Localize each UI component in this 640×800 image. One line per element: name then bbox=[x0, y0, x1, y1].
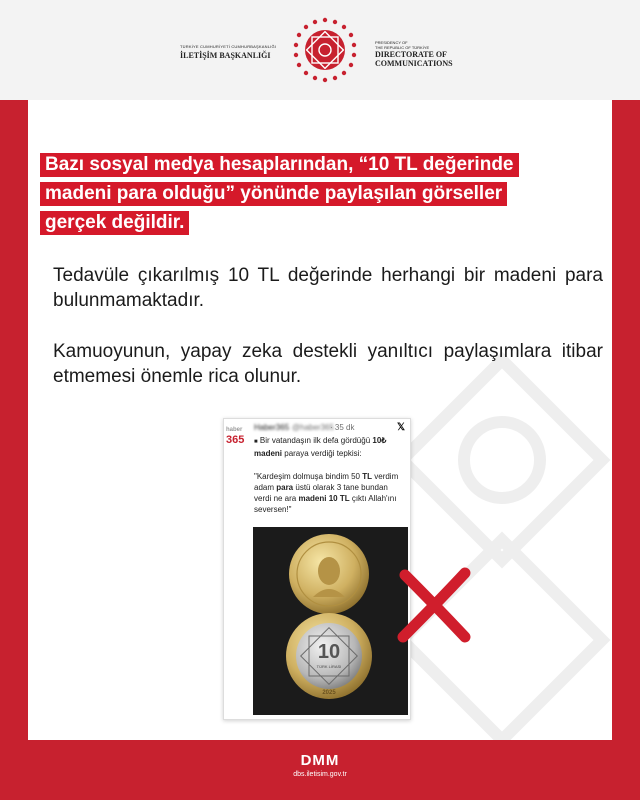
dmm-logo: DMM bbox=[300, 752, 340, 769]
tweet-quote-text: "Kardeşim dolmuşa bindim 50 TL verdim adam para üstü olarak 3 tane bundan verdi ne ara madeni 10 TL çıktı Allah'ını seversen!" bbox=[254, 472, 399, 514]
fake-cross-icon bbox=[393, 565, 475, 645]
coin-unit-label: TÜRK LİRASI bbox=[316, 664, 342, 669]
x-logo-icon: 𝕏 bbox=[397, 422, 406, 433]
tweet-author-handle: @haber365 bbox=[292, 423, 334, 432]
directorate-of-communications-label: PRESIDENCY OF THE REPUBLIC OF TÜRKİYE DIRECTORATE OF COMMUNICATIONS bbox=[375, 40, 453, 68]
coin-value-label: 10 bbox=[317, 641, 341, 663]
footer-url-link[interactable]: dbs.iletisim.gov.tr bbox=[293, 771, 347, 778]
tweet-author-name: Haber365 bbox=[254, 423, 290, 432]
content-panel bbox=[28, 100, 612, 740]
avatar: haber 365 bbox=[226, 427, 245, 446]
iletisim-baskanligi-label: TÜRKİYE CUMHURİYETİ CUMHURBAŞKANLIĞI İLETİŞİM BAŞKANLIĞI bbox=[180, 44, 277, 60]
headline: Bazı sosyal medya hesaplarından, “10 TL değerinde madeni para olduğu” yönünde paylaşılan görseller gerçek değildir. bbox=[40, 150, 610, 237]
tweet-intro-text: ■ Bir vatandaşın ilk defa gördüğü 10₺ madeni paraya verdiği tepkisi: bbox=[254, 436, 387, 458]
statement-paragraph-1: Tedavüle çıkarılmış 10 TL değerinde herhangi bir madeni para bulunmamaktadır. bbox=[53, 265, 603, 311]
coin-year-label: 2025 bbox=[322, 690, 336, 696]
coin-photo bbox=[253, 527, 408, 715]
directorate-emblem-icon bbox=[291, 16, 359, 84]
header-bar bbox=[0, 0, 640, 100]
tweet-timestamp: · 35 dk bbox=[330, 423, 355, 432]
statement-paragraph-2: Kamuoyunun, yapay zeka destekli yanıltıcı paylaşımlara itibar etmemesi önemle rica olunur. bbox=[53, 341, 603, 387]
tweet-screenshot bbox=[223, 418, 411, 720]
coin-illustration bbox=[253, 527, 408, 715]
